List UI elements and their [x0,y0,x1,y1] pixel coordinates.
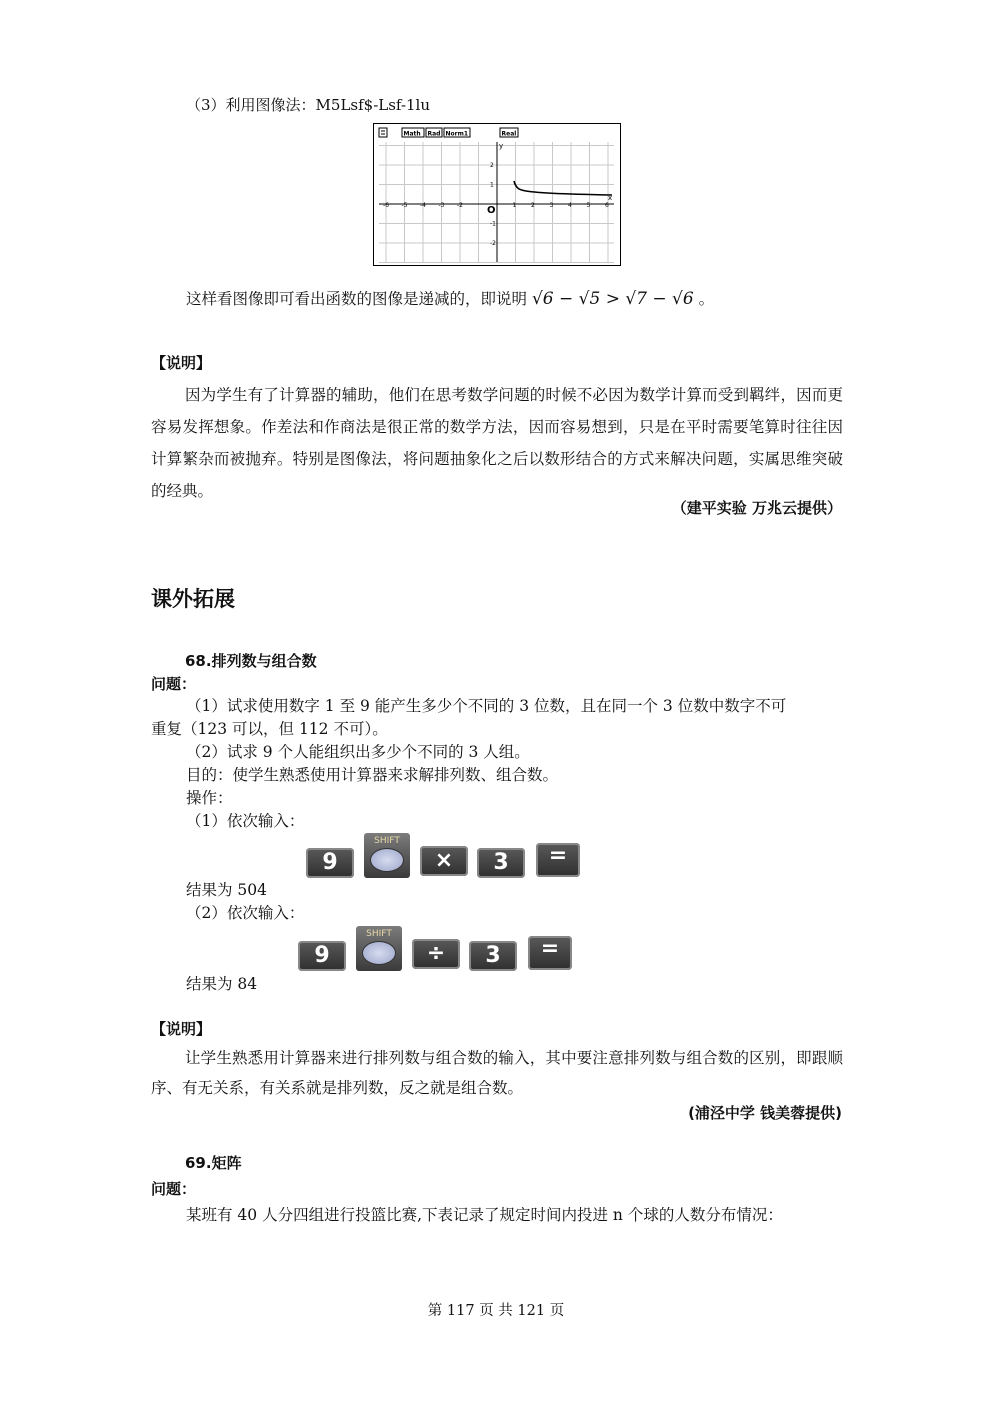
status-label: Real [501,130,517,138]
key-3: 3 [469,941,517,971]
item68-purpose: 目的：使学生熟悉使用计算器来求解排列数、组合数。 [186,766,559,784]
item68-problem-label: 问题： [151,675,197,693]
x-tick-label: 5 [586,202,591,209]
item69-text: 某班有 40 人分四组进行投篮比赛,下表记录了规定时间内投进 n 个球的人数分布情况： [186,1206,783,1224]
shift-label: SHIFT [374,836,400,846]
y-tick-label: 2 [490,162,494,169]
item68-result1: 结果为 504 [186,881,268,899]
conclusion-math: √6 − √5 > √7 − √6 [531,289,694,309]
calculator-graph [373,123,621,266]
key-divide: ÷ [412,939,460,969]
note2-heading: 【说明】 [151,1020,212,1038]
x-tick-label: -3 [438,202,445,209]
shift-oval [370,848,404,872]
item68-q1-b: 重复（123 可以，但 112 不可）。 [151,720,388,738]
y-tick-label: -1 [490,220,496,228]
shift-label: SHIFT [366,929,392,939]
key-shift [356,926,402,971]
conclusion-end: 。 [698,290,715,308]
conclusion-line [186,288,714,310]
item68-title: 68.排列数与组合数 [185,652,317,670]
method3-line: （3）利用图像法：M5Lsf$-Lsf-1lu [186,96,431,114]
x-tick-label: -5 [401,202,408,209]
key-9: 9 [306,848,354,878]
key-equals: = [536,843,580,877]
note1-credit: （建平实验 万兆云提供） [671,499,842,517]
origin-label: O [487,205,496,216]
x-tick-label: 6 [605,202,609,209]
y-tick-label: 1 [490,181,494,189]
key-shift [364,833,410,878]
note1-paragraph: 因为学生有了计算器的辅助，他们在思考数学问题的时候不必因为数学计算而受到羁绊，因而更容易发挥想象。作差法和作商法是很正常的数学方法，因而容易想到，只是在平时需要笔算时往往因计算繁杂而被抛弃。特别是图像法，将问题抽象化之后以数形结合的方式来解决问题，实属思维突破的经典。 [151,386,843,500]
x-tick-label: 2 [531,202,535,209]
note1-heading: 【说明】 [151,354,212,372]
item68-operation: 操作： [186,789,233,807]
section-title: 课外拓展 [151,587,235,611]
conclusion-text: 这样看图像即可看出函数的图像是递减的，即说明 [186,290,528,308]
y-axis-label: y [499,142,504,150]
key-3: 3 [477,848,525,878]
x-tick-label: 1 [512,202,517,209]
item69-problem-label: 问题： [151,1180,197,1198]
x-tick-label: -6 [383,202,389,209]
x-tick-label: 4 [568,202,572,209]
status-label: Norm1 [445,130,469,138]
item69-title: 69.矩阵 [185,1154,242,1172]
status-label: Math [403,130,421,138]
item68-q2: （2）试求 9 个人能组织出多少个不同的 3 人组。 [186,743,530,761]
x-tick-label: -4 [420,202,426,209]
y-tick-label: -2 [490,240,496,247]
key-9: 9 [298,941,346,971]
page-footer: 第 117 页 共 121 页 [427,1303,565,1319]
x-axis-label: x [608,194,613,202]
x-tick-label: -2 [457,202,463,209]
item68-step1: （1）依次输入： [186,812,305,830]
function-curve [514,181,612,195]
note2-paragraph: 让学生熟悉用计算器来进行排列数与组合数的输入，其中要注意排列数与组合数的区别，即跟顺序、有无关系，有关系就是排列数，反之就是组合数。 [151,1049,843,1097]
item68-step2: （2）依次输入： [186,904,305,922]
x-tick-label: 3 [549,202,554,209]
status-label: Rad [427,130,441,138]
key-multiply: × [420,846,468,876]
note2-credit: (浦泾中学 钱美蓉提供) [688,1104,842,1122]
key-equals: = [528,936,572,970]
item68-q1-a: （1）试求使用数字 1 至 9 能产生多少个不同的 3 位数，且在同一个 3 位数中数字不可 [186,697,787,715]
menu-icon [379,128,387,137]
shift-oval [362,941,396,965]
item68-result2: 结果为 84 [186,975,258,993]
